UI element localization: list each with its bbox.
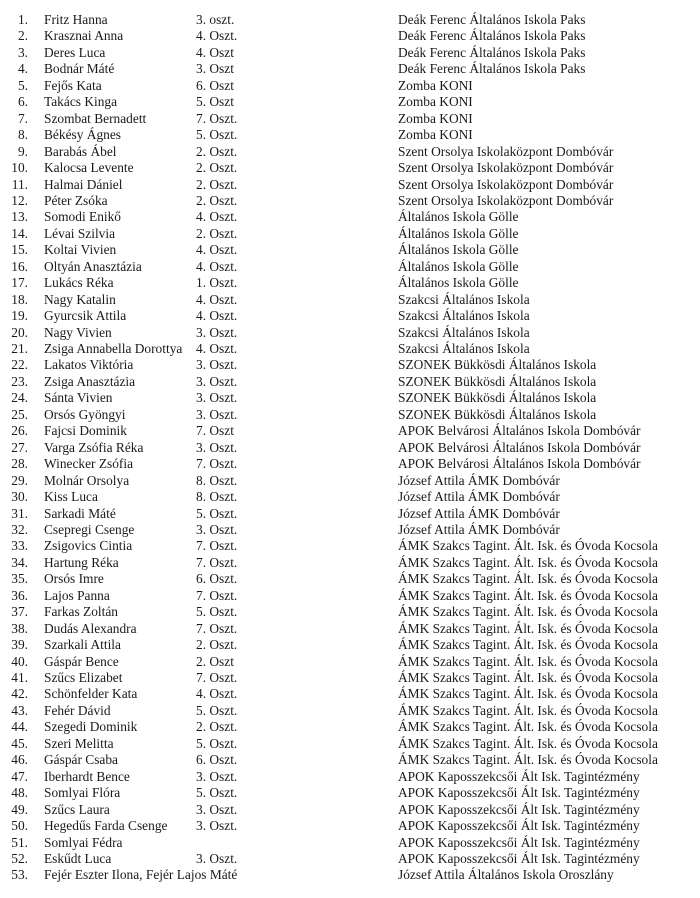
row-number: 24. (11, 390, 28, 406)
student-name: Zsiga Annabella Dorottya (44, 341, 183, 356)
list-row (0, 209, 700, 225)
list-row (0, 94, 700, 110)
list-row (0, 686, 700, 702)
list-row (0, 193, 700, 209)
list-row (0, 703, 700, 719)
list-row (0, 61, 700, 77)
school-name: ÁMK Szakcs Tagint. Ált. Isk. és Óvoda Kocsola (398, 653, 658, 669)
class-grade: 8. Oszt. (196, 489, 238, 504)
school-name: ÁMK Szakcs Tagint. Ált. Isk. és Óvoda Kocsola (398, 538, 658, 554)
class-grade: 7. Oszt. (196, 620, 238, 636)
student-name: Fejér Eszter Ilona, Fejér Lajos Máté (44, 867, 238, 883)
school-name: Általános Iskola Gölle (398, 258, 519, 274)
school-name: Zomba KONI (398, 94, 473, 110)
row-number: 7. (17, 110, 28, 126)
student-name: Fajcsi Dominik (44, 423, 127, 439)
class-grade: 3. Oszt. (196, 406, 238, 422)
class-grade: 4. Oszt. (196, 242, 238, 258)
class-grade: 5. Oszt. (196, 604, 238, 620)
student-name: Halmai Dániel (44, 176, 123, 192)
school-name: SZONEK Bükkösdi Általános Iskola (398, 390, 597, 406)
school-name: Szakcsi Általános Iskola (398, 291, 530, 307)
student-name: Csepregi Csenge (44, 522, 135, 537)
list-row (0, 719, 700, 735)
class-grade: 3. Oszt. (196, 439, 238, 455)
row-number: 12. (11, 192, 28, 208)
class-grade: 3. Oszt. (196, 357, 238, 373)
student-name: Zsiga Anasztázia (44, 373, 136, 389)
list-row (0, 654, 700, 670)
student-name: Kalocsa Levente (44, 160, 134, 175)
row-number: 17. (11, 275, 28, 291)
student-name: Békésy Ágnes (44, 127, 121, 143)
row-number: 31. (11, 505, 28, 521)
student-name: Deres Luca (44, 44, 106, 60)
school-name: Általános Iskola Gölle (398, 242, 519, 258)
row-number: 29. (11, 472, 28, 488)
class-grade: 6. Oszt (196, 77, 234, 93)
class-grade: 2. Oszt. (196, 192, 238, 208)
class-grade: 5. Oszt. (196, 735, 238, 751)
class-grade: 1. Oszt. (196, 275, 238, 291)
row-number: 21. (11, 341, 28, 356)
class-grade: 8. Oszt. (196, 472, 238, 488)
row-number: 36. (11, 587, 28, 603)
list-row (0, 423, 700, 439)
class-grade: 7. Oszt. (196, 456, 238, 472)
school-name: SZONEK Bükkösdi Általános Iskola (398, 357, 597, 373)
row-number: 49. (11, 801, 28, 817)
class-grade: 2. Oszt (196, 653, 234, 669)
row-number: 10. (11, 160, 28, 175)
class-grade: 4. Oszt. (196, 258, 238, 274)
school-name: Zomba KONI (398, 110, 473, 126)
class-grade: 2. Oszt. (196, 719, 238, 735)
class-grade: 7. Oszt. (196, 110, 238, 126)
row-number: 51. (11, 834, 28, 850)
class-grade: 5. Oszt. (196, 127, 238, 143)
student-name: Nagy Vivien (44, 324, 112, 340)
class-grade: 2. Oszt. (196, 225, 238, 241)
school-name: Általános Iskola Gölle (398, 209, 519, 225)
school-name: Szent Orsolya Iskolaközpont Dombóvár (398, 176, 614, 192)
student-name: Lukács Réka (44, 275, 114, 291)
list-row (0, 12, 700, 28)
school-name: József Attila ÁMK Dombóvár (398, 489, 560, 504)
list-row (0, 127, 700, 143)
row-number: 47. (11, 768, 28, 784)
row-number: 52. (11, 850, 28, 866)
row-number: 13. (11, 209, 28, 225)
row-number: 1. (17, 12, 28, 27)
row-number: 26. (11, 423, 28, 439)
class-grade: 4. Oszt. (196, 341, 238, 356)
row-number: 30. (11, 489, 28, 504)
list-row (0, 473, 700, 489)
school-name: APOK Kaposszekcsői Ált Isk. Tagintézmény (398, 818, 640, 833)
class-grade: 7. Oszt. (196, 554, 238, 570)
list-row (0, 456, 700, 472)
school-name: APOK Belvárosi Általános Iskola Dombóvár (398, 439, 641, 455)
class-grade: 2. Oszt. (196, 143, 238, 159)
class-grade: 3. Oszt. (196, 768, 238, 784)
class-grade: 4. Oszt. (196, 209, 238, 225)
student-name: Sarkadi Máté (44, 505, 116, 521)
list-row (0, 571, 700, 587)
student-name: Gyurcsik Attila (44, 308, 127, 324)
student-name: Bodnár Máté (44, 61, 115, 77)
list-row (0, 506, 700, 522)
list-row (0, 325, 700, 341)
school-name: APOK Kaposszekcsői Ált Isk. Tagintézmény (398, 768, 640, 784)
row-number: 34. (11, 554, 28, 570)
school-name: ÁMK Szakcs Tagint. Ált. Isk. és Óvoda Kocsola (398, 571, 658, 587)
school-name: ÁMK Szakcs Tagint. Ált. Isk. és Óvoda Kocsola (398, 637, 658, 653)
class-grade: 3. Oszt (196, 61, 234, 77)
list-row (0, 489, 700, 505)
school-name: Deák Ferenc Általános Iskola Paks (398, 12, 586, 27)
row-number: 46. (11, 752, 28, 768)
row-number: 42. (11, 686, 28, 702)
list-row (0, 308, 700, 324)
school-name: Deák Ferenc Általános Iskola Paks (398, 28, 586, 44)
student-name: Somodi Enikő (44, 209, 122, 225)
school-name: Zomba KONI (398, 127, 473, 143)
list-row (0, 670, 700, 686)
class-grade: 3. Oszt. (196, 850, 238, 866)
school-name: APOK Kaposszekcsői Ált Isk. Tagintézmény (398, 850, 640, 866)
list-row (0, 407, 700, 423)
row-number: 22. (11, 357, 28, 373)
list-row (0, 160, 700, 176)
student-name: Lajos Panna (44, 587, 110, 603)
school-name: ÁMK Szakcs Tagint. Ált. Isk. és Óvoda Kocsola (398, 752, 658, 768)
school-name: ÁMK Szakcs Tagint. Ált. Isk. és Óvoda Kocsola (398, 702, 658, 718)
school-name: Általános Iskola Gölle (398, 225, 519, 241)
class-grade: 4. Oszt. (196, 686, 238, 702)
student-name: Orsós Imre (44, 571, 104, 587)
list-row (0, 374, 700, 390)
row-number: 5. (17, 77, 28, 93)
class-grade: 5. Oszt (196, 94, 234, 110)
student-name: Lévai Szilvia (44, 225, 116, 241)
student-name: Péter Zsóka (44, 192, 108, 208)
list-row (0, 522, 700, 538)
list-row (0, 242, 700, 258)
student-name: Iberhardt Bence (44, 768, 130, 784)
class-grade: 6. Oszt. (196, 571, 238, 587)
row-number: 23. (11, 373, 28, 389)
school-name: ÁMK Szakcs Tagint. Ált. Isk. és Óvoda Kocsola (398, 620, 658, 636)
row-number: 4. (17, 61, 28, 77)
row-number: 44. (11, 719, 28, 735)
list-row (0, 867, 700, 883)
list-row (0, 604, 700, 620)
school-name: SZONEK Bükkösdi Általános Iskola (398, 406, 597, 422)
student-name: Takács Kinga (44, 94, 118, 110)
list-row (0, 835, 700, 851)
class-grade: 7. Oszt. (196, 538, 238, 554)
row-number: 38. (11, 620, 28, 636)
list-row (0, 588, 700, 604)
row-number: 28. (11, 456, 28, 472)
class-grade: 4. Oszt (196, 44, 234, 60)
row-number: 41. (11, 670, 28, 685)
list-row (0, 752, 700, 768)
class-grade: 5. Oszt. (196, 702, 238, 718)
row-number: 3. (17, 44, 28, 60)
student-name: Fritz Hanna (44, 12, 108, 27)
class-grade: 5. Oszt. (196, 785, 238, 801)
class-grade: 3. Oszt. (196, 373, 238, 389)
student-name: Hegedűs Farda Csenge (44, 818, 168, 833)
row-number: 11. (11, 176, 28, 192)
school-name: Zomba KONI (398, 77, 473, 93)
student-name: Szombat Bernadett (44, 110, 147, 126)
list-row (0, 226, 700, 242)
row-number: 16. (11, 258, 28, 274)
list-row (0, 111, 700, 127)
student-name: Gáspár Csaba (44, 752, 118, 768)
class-grade: 2. Oszt. (196, 160, 238, 175)
list-row (0, 259, 700, 275)
list-row (0, 637, 700, 653)
class-grade: 2. Oszt. (196, 176, 238, 192)
school-name: APOK Kaposszekcsői Ált Isk. Tagintézmény (398, 834, 640, 850)
list-row (0, 144, 700, 160)
list-row (0, 275, 700, 291)
class-grade: 4. Oszt. (196, 28, 238, 44)
student-name: Farkas Zoltán (44, 604, 119, 620)
row-number: 18. (11, 291, 28, 307)
student-name: Winecker Zsófia (44, 456, 134, 472)
list-row (0, 357, 700, 373)
class-grade: 4. Oszt. (196, 308, 238, 324)
school-name: Deák Ferenc Általános Iskola Paks (398, 44, 586, 60)
student-name: Sánta Vivien (44, 390, 113, 406)
row-number: 33. (11, 538, 28, 554)
student-name: Szarkali Attila (44, 637, 121, 653)
school-name: Szakcsi Általános Iskola (398, 341, 530, 356)
school-name: ÁMK Szakcs Tagint. Ált. Isk. és Óvoda Kocsola (398, 686, 658, 702)
class-grade: 3. Oszt. (196, 801, 238, 817)
student-name: Szegedi Dominik (44, 719, 138, 735)
class-grade: 3. Oszt. (196, 324, 238, 340)
row-number: 48. (11, 785, 28, 801)
list-row (0, 78, 700, 94)
list-row (0, 45, 700, 61)
school-name: József Attila ÁMK Dombóvár (398, 472, 560, 488)
class-grade: 4. Oszt. (196, 291, 238, 307)
list-row (0, 440, 700, 456)
school-name: ÁMK Szakcs Tagint. Ált. Isk. és Óvoda Kocsola (398, 587, 658, 603)
school-name: Szent Orsolya Iskolaközpont Dombóvár (398, 143, 614, 159)
list-row (0, 785, 700, 801)
row-number: 50. (11, 818, 28, 833)
school-name: ÁMK Szakcs Tagint. Ált. Isk. és Óvoda Kocsola (398, 670, 658, 685)
class-grade: 2. Oszt. (196, 637, 238, 653)
student-name: Oltyán Anasztázia (44, 258, 142, 274)
class-grade: 5. Oszt. (196, 505, 238, 521)
class-grade: 6. Oszt. (196, 752, 238, 768)
class-grade: 3. oszt. (196, 12, 235, 27)
row-number: 53. (11, 867, 28, 883)
student-name: Szűcs Laura (44, 801, 110, 817)
student-name: Kiss Luca (44, 489, 98, 504)
list-row (0, 177, 700, 193)
row-number: 15. (11, 242, 28, 258)
row-number: 39. (11, 637, 28, 653)
row-number: 8. (17, 127, 28, 143)
student-name: Barabás Ábel (44, 143, 117, 159)
student-name: Fejős Kata (44, 77, 102, 93)
student-name: Szűcs Elizabet (44, 670, 123, 685)
student-name: Szeri Melitta (44, 735, 114, 751)
class-grade: 3. Oszt. (196, 522, 238, 537)
row-number: 14. (11, 225, 28, 241)
row-number: 43. (11, 702, 28, 718)
row-number: 2. (17, 28, 28, 44)
school-name: Általános Iskola Gölle (398, 275, 519, 291)
student-name: Schönfelder Kata (44, 686, 138, 702)
class-grade: 3. Oszt. (196, 818, 238, 833)
list-row (0, 390, 700, 406)
student-name: Orsós Gyöngyi (44, 406, 126, 422)
list-row (0, 818, 700, 834)
school-name: SZONEK Bükkösdi Általános Iskola (398, 373, 597, 389)
list-row (0, 555, 700, 571)
school-name: József Attila ÁMK Dombóvár (398, 505, 560, 521)
school-name: ÁMK Szakcs Tagint. Ált. Isk. és Óvoda Kocsola (398, 554, 658, 570)
list-row (0, 341, 700, 357)
school-name: Deák Ferenc Általános Iskola Paks (398, 61, 586, 77)
student-name: Somlyai Flóra (44, 785, 121, 801)
list-row (0, 292, 700, 308)
school-name: ÁMK Szakcs Tagint. Ált. Isk. és Óvoda Kocsola (398, 719, 658, 735)
student-name: Eskűdt Luca (44, 850, 112, 866)
list-row (0, 802, 700, 818)
row-number: 9. (17, 143, 28, 159)
row-number: 35. (11, 571, 28, 587)
row-number: 20. (11, 324, 28, 340)
row-number: 19. (11, 308, 28, 324)
student-name: Varga Zsófia Réka (44, 439, 144, 455)
student-name: Zsigovics Cintia (44, 538, 133, 554)
school-name: Szent Orsolya Iskolaközpont Dombóvár (398, 160, 614, 175)
school-name: Szakcsi Általános Iskola (398, 308, 530, 324)
list-row (0, 28, 700, 44)
row-number: 6. (17, 94, 28, 110)
school-name: APOK Belvárosi Általános Iskola Dombóvár (398, 423, 641, 439)
school-name: APOK Belvárosi Általános Iskola Dombóvár (398, 456, 641, 472)
row-number: 27. (11, 439, 28, 455)
class-grade: 3. Oszt. (196, 390, 238, 406)
student-name: Molnár Orsolya (44, 472, 130, 488)
student-name: Somlyai Fédra (44, 834, 123, 850)
student-name: Dudás Alexandra (44, 620, 137, 636)
list-row (0, 621, 700, 637)
student-name: Fehér Dávid (44, 702, 111, 718)
row-number: 32. (11, 522, 28, 537)
list-row (0, 851, 700, 867)
student-name: Lakatos Viktória (44, 357, 134, 373)
class-grade: 7. Oszt. (196, 670, 238, 685)
school-name: APOK Kaposszekcsői Ált Isk. Tagintézmény (398, 785, 640, 801)
student-name: Nagy Katalin (44, 291, 116, 307)
school-name: József Attila Általános Iskola Oroszlány (398, 867, 614, 883)
school-name: József Attila ÁMK Dombóvár (398, 522, 560, 537)
class-grade: 7. Oszt (196, 423, 234, 439)
row-number: 25. (11, 406, 28, 422)
school-name: ÁMK Szakcs Tagint. Ált. Isk. és Óvoda Kocsola (398, 735, 658, 751)
row-number: 45. (11, 735, 28, 751)
row-number: 37. (11, 604, 28, 620)
school-name: APOK Kaposszekcsői Ált Isk. Tagintézmény (398, 801, 640, 817)
school-name: Szakcsi Általános Iskola (398, 324, 530, 340)
list-row (0, 736, 700, 752)
student-name: Hartung Réka (44, 554, 119, 570)
list-row (0, 769, 700, 785)
school-name: Szent Orsolya Iskolaközpont Dombóvár (398, 192, 614, 208)
list-row (0, 538, 700, 554)
student-name: Krasznai Anna (44, 28, 124, 44)
school-name: ÁMK Szakcs Tagint. Ált. Isk. és Óvoda Kocsola (398, 604, 658, 620)
row-number: 40. (11, 653, 28, 669)
class-grade: 7. Oszt. (196, 587, 238, 603)
student-name: Gáspár Bence (44, 653, 119, 669)
student-name: Koltai Vivien (44, 242, 117, 258)
